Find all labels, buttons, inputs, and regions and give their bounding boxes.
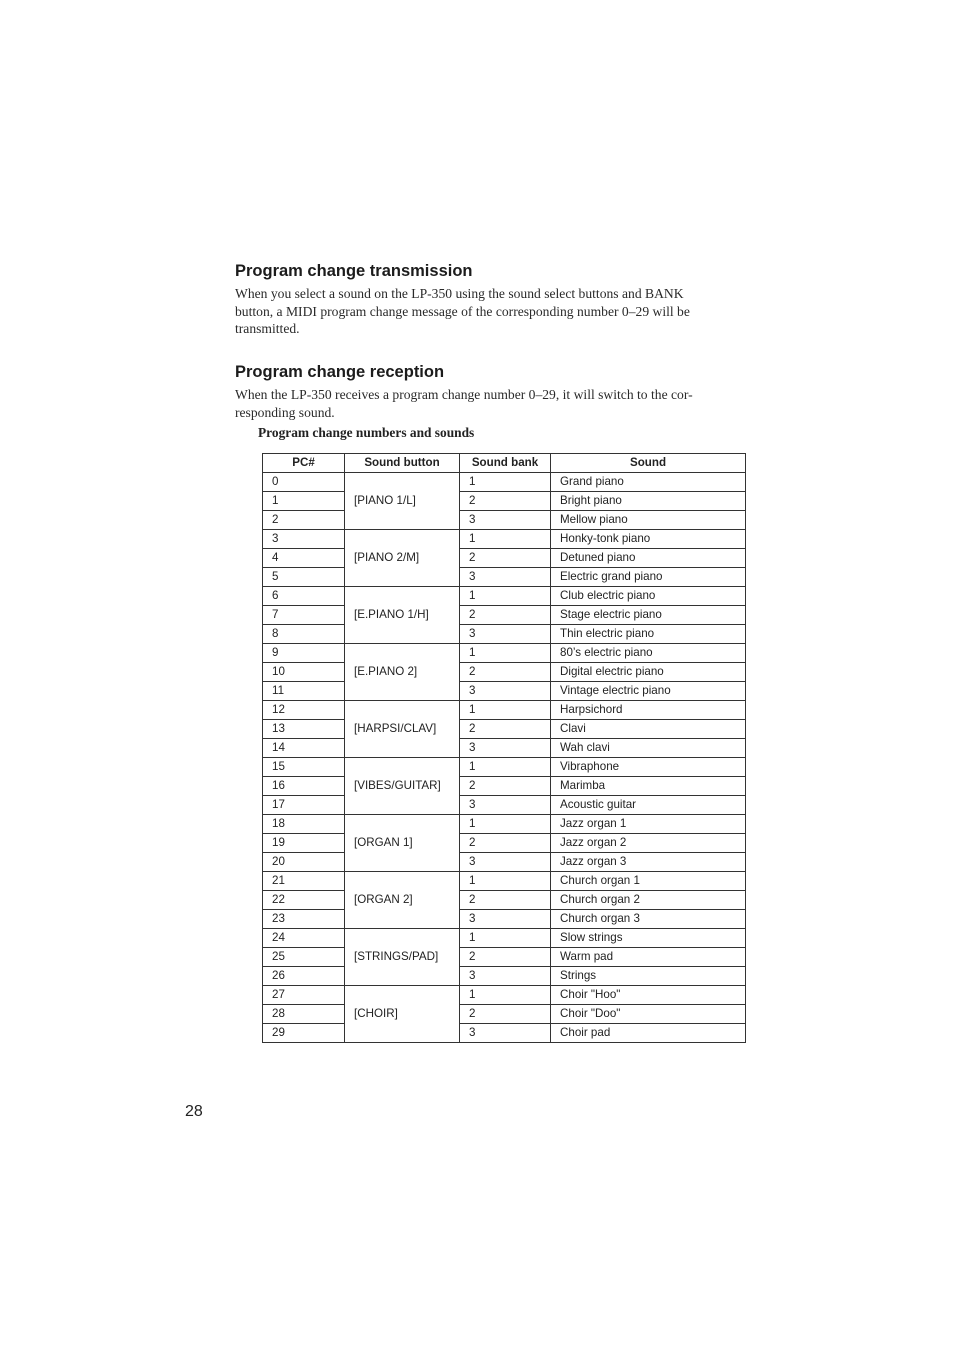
- pc-number-cell: 2: [263, 511, 345, 530]
- table-row: [263, 853, 746, 872]
- sound-bank-cell: 2: [460, 891, 551, 910]
- pc-number-cell: 14: [263, 739, 345, 758]
- sound-bank-cell: 1: [460, 986, 551, 1005]
- pc-number-cell: 22: [263, 891, 345, 910]
- sound-bank-cell: 3: [460, 853, 551, 872]
- pc-number-cell: 20: [263, 853, 345, 872]
- table-row: [263, 701, 746, 720]
- table-row: [263, 530, 746, 549]
- table-row: [263, 796, 746, 815]
- table-row: [263, 587, 746, 606]
- pc-number-cell: 1: [263, 492, 345, 511]
- pc-number-cell: 13: [263, 720, 345, 739]
- sound-bank-cell: 1: [460, 929, 551, 948]
- pc-number-cell: 17: [263, 796, 345, 815]
- table-row: [263, 568, 746, 587]
- sound-bank-cell: 1: [460, 872, 551, 891]
- sound-name-cell: Electric grand piano: [551, 568, 746, 587]
- sound-name-cell: Acoustic guitar: [551, 796, 746, 815]
- sound-button-cell: [E.PIANO 1/H]: [345, 587, 460, 644]
- pc-number-cell: 9: [263, 644, 345, 663]
- pc-number-cell: 27: [263, 986, 345, 1005]
- table-row: [263, 720, 746, 739]
- sound-name-cell: Slow strings: [551, 929, 746, 948]
- transmission-heading: Program change transmission: [235, 262, 473, 280]
- pc-number-cell: 15: [263, 758, 345, 777]
- sound-name-cell: Mellow piano: [551, 511, 746, 530]
- sound-bank-cell: 1: [460, 758, 551, 777]
- table-body: [263, 473, 746, 1043]
- table-header-row: [263, 454, 746, 473]
- table-row: [263, 625, 746, 644]
- pc-number-cell: 12: [263, 701, 345, 720]
- sound-bank-cell: 1: [460, 701, 551, 720]
- table-row: [263, 492, 746, 511]
- sound-bank-cell: 3: [460, 1024, 551, 1043]
- sound-name-cell: Jazz organ 3: [551, 853, 746, 872]
- sound-bank-cell: 1: [460, 815, 551, 834]
- pc-number-cell: 19: [263, 834, 345, 853]
- sound-button-cell: [ORGAN 1]: [345, 815, 460, 872]
- pc-number-cell: 23: [263, 910, 345, 929]
- sound-bank-cell: 2: [460, 492, 551, 511]
- sound-bank-cell: 3: [460, 511, 551, 530]
- pc-number-cell: 16: [263, 777, 345, 796]
- sound-button-cell: [PIANO 1/L]: [345, 473, 460, 530]
- sound-name-cell: Church organ 3: [551, 910, 746, 929]
- sound-name-cell: Stage electric piano: [551, 606, 746, 625]
- reception-paragraph: [235, 386, 750, 421]
- sound-name-cell: Jazz organ 1: [551, 815, 746, 834]
- sound-name-cell: Church organ 2: [551, 891, 746, 910]
- sound-button-cell: [VIBES/GUITAR]: [345, 758, 460, 815]
- sound-bank-cell: 3: [460, 967, 551, 986]
- sound-name-cell: Clavi: [551, 720, 746, 739]
- sound-bank-cell: 3: [460, 682, 551, 701]
- sound-bank-cell: 2: [460, 777, 551, 796]
- sound-name-cell: Thin electric piano: [551, 625, 746, 644]
- header-pc: PC#: [263, 454, 345, 473]
- table-row: [263, 511, 746, 530]
- table-row: [263, 872, 746, 891]
- sound-name-cell: Club electric piano: [551, 587, 746, 606]
- pc-number-cell: 7: [263, 606, 345, 625]
- sound-name-cell: Church organ 1: [551, 872, 746, 891]
- sound-name-cell: Jazz organ 2: [551, 834, 746, 853]
- pc-number-cell: 21: [263, 872, 345, 891]
- header-sound-bank: Sound bank: [460, 454, 551, 473]
- sound-bank-cell: 3: [460, 625, 551, 644]
- sound-name-cell: Choir "Hoo": [551, 986, 746, 1005]
- sound-name-cell: Harpsichord: [551, 701, 746, 720]
- header-sound: Sound: [551, 454, 746, 473]
- pc-number-cell: 5: [263, 568, 345, 587]
- table-row: [263, 682, 746, 701]
- sound-name-cell: Strings: [551, 967, 746, 986]
- sound-name-cell: Marimba: [551, 777, 746, 796]
- paragraph-line: transmitted.: [235, 321, 300, 336]
- table-row: [263, 606, 746, 625]
- transmission-paragraph: [235, 285, 750, 338]
- sound-name-cell: Bright piano: [551, 492, 746, 511]
- sound-button-cell: [STRINGS/PAD]: [345, 929, 460, 986]
- sound-bank-cell: 1: [460, 587, 551, 606]
- pc-number-cell: 11: [263, 682, 345, 701]
- paragraph-line: button, a MIDI program change message of the corresponding number 0–29 will be: [235, 303, 690, 319]
- sound-button-cell: [CHOIR]: [345, 986, 460, 1043]
- pc-number-cell: 6: [263, 587, 345, 606]
- sound-bank-cell: 2: [460, 948, 551, 967]
- table-row: [263, 473, 746, 492]
- table-row: [263, 929, 746, 948]
- table-row: [263, 1024, 746, 1043]
- table-row: [263, 910, 746, 929]
- sound-name-cell: Choir "Doo": [551, 1005, 746, 1024]
- sound-bank-cell: 2: [460, 606, 551, 625]
- program-change-table: [262, 453, 746, 1043]
- table-row: [263, 758, 746, 777]
- sound-name-cell: Warm pad: [551, 948, 746, 967]
- sound-name-cell: Choir pad: [551, 1024, 746, 1043]
- sound-bank-cell: 1: [460, 644, 551, 663]
- sound-bank-cell: 2: [460, 834, 551, 853]
- sound-bank-cell: 2: [460, 720, 551, 739]
- sound-name-cell: Grand piano: [551, 473, 746, 492]
- table-row: [263, 986, 746, 1005]
- table-row: [263, 549, 746, 568]
- pc-number-cell: 24: [263, 929, 345, 948]
- table-row: [263, 948, 746, 967]
- sound-button-cell: [ORGAN 2]: [345, 872, 460, 929]
- paragraph-line: When you select a sound on the LP-350 using the sound select buttons and BANK: [235, 286, 684, 301]
- table-row: [263, 815, 746, 834]
- pc-number-cell: 0: [263, 473, 345, 492]
- sound-name-cell: 80’s electric piano: [551, 644, 746, 663]
- sound-name-cell: Vintage electric piano: [551, 682, 746, 701]
- pc-number-cell: 3: [263, 530, 345, 549]
- sound-bank-cell: 2: [460, 1005, 551, 1024]
- pc-number-cell: 28: [263, 1005, 345, 1024]
- sound-button-cell: [PIANO 2/M]: [345, 530, 460, 587]
- sound-name-cell: Wah clavi: [551, 739, 746, 758]
- sound-button-cell: [HARPSI/CLAV]: [345, 701, 460, 758]
- sound-bank-cell: 2: [460, 663, 551, 682]
- sound-name-cell: Honky-tonk piano: [551, 530, 746, 549]
- table-row: [263, 1005, 746, 1024]
- sound-name-cell: Detuned piano: [551, 549, 746, 568]
- sound-bank-cell: 3: [460, 739, 551, 758]
- table-row: [263, 663, 746, 682]
- pc-number-cell: 10: [263, 663, 345, 682]
- table-row: [263, 739, 746, 758]
- pc-number-cell: 25: [263, 948, 345, 967]
- table-caption: Program change numbers and sounds: [258, 425, 475, 440]
- sound-name-cell: Digital electric piano: [551, 663, 746, 682]
- sound-bank-cell: 1: [460, 473, 551, 492]
- page-number: 28: [185, 1103, 203, 1120]
- reception-heading: Program change reception: [235, 363, 445, 381]
- pc-number-cell: 26: [263, 967, 345, 986]
- sound-bank-cell: 3: [460, 910, 551, 929]
- sound-bank-cell: 2: [460, 549, 551, 568]
- pc-number-cell: 8: [263, 625, 345, 644]
- pc-number-cell: 29: [263, 1024, 345, 1043]
- header-sound-button: Sound button: [345, 454, 460, 473]
- sound-name-cell: Vibraphone: [551, 758, 746, 777]
- sound-bank-cell: 1: [460, 530, 551, 549]
- table-row: [263, 891, 746, 910]
- sound-button-cell: [E.PIANO 2]: [345, 644, 460, 701]
- table-row: [263, 967, 746, 986]
- table-row: [263, 644, 746, 663]
- sound-bank-cell: 3: [460, 796, 551, 815]
- paragraph-line: responding sound.: [235, 404, 335, 420]
- sound-bank-cell: 3: [460, 568, 551, 587]
- pc-number-cell: 18: [263, 815, 345, 834]
- table-row: [263, 834, 746, 853]
- pc-number-cell: 4: [263, 549, 345, 568]
- table-row: [263, 777, 746, 796]
- paragraph-line: When the LP-350 receives a program change number 0–29, it will switch to the cor-: [235, 387, 693, 402]
